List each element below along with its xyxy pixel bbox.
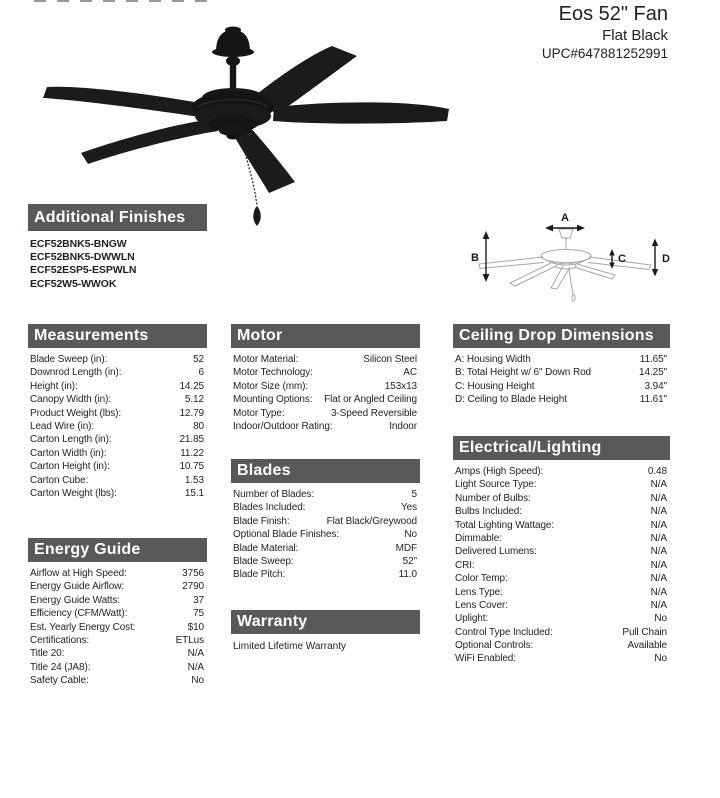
dim-label-b: B [471, 252, 479, 264]
spec-row [455, 599, 667, 612]
dimension-diagram [455, 196, 690, 308]
spec-rows [28, 567, 207, 688]
spec-label: Blade Finish: [233, 515, 290, 527]
spec-value: Flat or Angled Ceiling [324, 394, 417, 406]
spec-row [455, 612, 667, 625]
spec-value: N/A [650, 546, 667, 558]
section-energy-guide [28, 538, 207, 688]
spec-row [233, 488, 417, 501]
dim-label-d: D [662, 253, 670, 265]
product-upc: UPC#647881252991 [541, 46, 668, 61]
section-electrical-lighting [453, 436, 670, 666]
spec-value: Flat Black/Greywood [326, 515, 417, 527]
spec-rows [453, 465, 670, 666]
spec-row [30, 674, 204, 687]
spec-row [233, 380, 417, 393]
section-header: Measurements [28, 324, 207, 348]
spec-value: N/A [650, 599, 667, 611]
spec-value: 0.48 [647, 466, 667, 477]
spec-value: 153x13 [384, 380, 417, 392]
spec-label: Energy Guide Airflow: [30, 581, 125, 593]
spec-value: AC [403, 367, 417, 379]
section-header: Warranty [231, 610, 420, 634]
spec-value: Available [627, 640, 667, 652]
spec-label: Optional Controls: [455, 640, 534, 652]
spec-value: N/A [650, 559, 667, 571]
spec-row [455, 380, 667, 393]
spec-row [30, 380, 204, 393]
spec-label: A: Housing Width [455, 354, 531, 365]
spec-label: Blades Included: [233, 502, 306, 514]
spec-value: N/A [650, 479, 667, 491]
finish-code: ECF52BNK5-DWWLN [30, 251, 135, 264]
spec-label: Lens Cover: [455, 599, 508, 611]
spec-label: WiFi Enabled: [455, 653, 516, 665]
spec-row [30, 407, 204, 420]
spec-label: Light Source Type: [455, 479, 537, 491]
spec-row [455, 353, 667, 366]
spec-label: Blade Pitch: [233, 569, 286, 581]
spec-value: 1.53 [184, 474, 204, 486]
spec-value: 52" [402, 555, 417, 567]
spec-row [455, 465, 667, 478]
spec-row [30, 607, 204, 620]
spec-row [30, 594, 204, 607]
spec-label: Motor Technology: [233, 367, 313, 379]
spec-label: Blade Sweep (in): [30, 354, 108, 365]
spec-value: 5.12 [184, 394, 204, 406]
finish-list [28, 238, 207, 291]
spec-row [30, 366, 204, 379]
spec-row [30, 433, 204, 446]
spec-value: ETLus [175, 634, 204, 646]
spec-row [233, 420, 417, 433]
spec-rows [453, 353, 670, 407]
spec-value: 52 [193, 354, 204, 365]
section-motor [231, 324, 420, 433]
spec-value: 3.94" [644, 380, 667, 392]
spec-label: Certifications: [30, 634, 90, 646]
product-title: Eos 52" Fan [558, 3, 668, 25]
spec-value: 6 [198, 367, 204, 379]
spec-row [30, 487, 204, 500]
section-measurements [28, 324, 207, 500]
spec-row [455, 478, 667, 491]
spec-label: Motor Size (mm): [233, 380, 309, 392]
spec-value: 15.1 [184, 487, 204, 499]
spec-label: Canopy Width (in): [30, 394, 112, 406]
spec-label: Delivered Lumens: [455, 546, 537, 558]
spec-label: Title 20: [30, 648, 65, 660]
spec-label: Blade Sweep: [233, 555, 294, 567]
spec-row [455, 492, 667, 505]
spec-label: Safety Cable: [30, 675, 89, 687]
section-header: Ceiling Drop Dimensions [453, 324, 670, 348]
spec-row [233, 528, 417, 541]
spec-row [455, 393, 667, 406]
spec-value: MDF [395, 542, 417, 554]
spec-label: Est. Yearly Energy Cost: [30, 621, 136, 633]
spec-rows [231, 488, 420, 582]
spec-label: Height (in): [30, 380, 78, 392]
product-finish: Flat Black [602, 27, 668, 44]
section-header: Motor [231, 324, 420, 348]
spec-value: 12.79 [179, 407, 204, 419]
spec-row [30, 460, 204, 473]
spec-label: Carton Weight (lbs): [30, 487, 117, 499]
spec-value: 11.61" [639, 394, 667, 406]
spec-value: 11.0 [398, 569, 417, 581]
spec-label: D: Ceiling to Blade Height [455, 394, 567, 406]
spec-label: Lens Type: [455, 586, 503, 598]
spec-value: 75 [193, 608, 204, 620]
spec-row [455, 559, 667, 572]
spec-value: Pull Chain [622, 626, 667, 638]
spec-value: 3756 [182, 568, 204, 579]
spec-row [30, 647, 204, 660]
spec-row [455, 519, 667, 532]
spec-value: Silicon Steel [363, 354, 417, 365]
spec-row [30, 353, 204, 366]
spec-row [233, 542, 417, 555]
spec-row [455, 505, 667, 518]
spec-label: Bulbs Included: [455, 506, 522, 518]
spec-value: 14.25 [179, 380, 204, 392]
spec-label: Efficiency (CFM/Watt): [30, 608, 128, 620]
spec-label: Color Temp: [455, 573, 508, 585]
spec-row [233, 501, 417, 514]
spec-label: Motor Material: [233, 354, 299, 365]
spec-row [455, 532, 667, 545]
spec-value: 80 [193, 420, 204, 432]
product-header [542, 3, 668, 63]
spec-label: Number of Bulbs: [455, 492, 531, 504]
cropped-header-artifact [34, 0, 207, 2]
dimension-arrows [483, 225, 659, 282]
spec-row [455, 639, 667, 652]
fan-product-image [30, 10, 450, 230]
finish-code: ECF52W5-WWOK [30, 277, 117, 290]
spec-label: Optional Blade Finishes: [233, 529, 339, 541]
spec-value: No [654, 653, 667, 665]
spec-value: 10.75 [179, 461, 204, 473]
spec-row [455, 652, 667, 665]
spec-label: Number of Blades: [233, 489, 315, 500]
spec-label: Carton Width (in): [30, 447, 107, 459]
section-ceiling-drop-dimensions [453, 324, 670, 407]
section-warranty [231, 610, 420, 652]
spec-label: Carton Cube: [30, 474, 89, 486]
spec-row [30, 420, 204, 433]
section-blades [231, 459, 420, 582]
spec-label: Control Type Included: [455, 626, 553, 638]
spec-rows [231, 353, 420, 433]
section-header: Additional Finishes [28, 204, 207, 231]
spec-value: No [404, 529, 417, 541]
spec-value: 5 [411, 489, 417, 500]
finish-code: ECF52BNK5-BNGW [30, 238, 127, 250]
spec-row [30, 474, 204, 487]
spec-value: No [654, 613, 667, 625]
spec-row [233, 366, 417, 379]
spec-row [455, 586, 667, 599]
spec-value: N/A [187, 648, 204, 660]
spec-label: Airflow at High Speed: [30, 568, 127, 579]
spec-value: Yes [400, 502, 417, 514]
spec-row [30, 661, 204, 674]
spec-row [30, 621, 204, 634]
spec-row [30, 580, 204, 593]
spec-value: 3-Speed Reversible [330, 407, 417, 419]
spec-label: Motor Type: [233, 407, 285, 419]
diagram-fan-outline [479, 229, 651, 301]
spec-label: Product Weight (lbs): [30, 407, 122, 419]
section-header: Electrical/Lighting [453, 436, 670, 460]
spec-value: N/A [650, 573, 667, 585]
spec-value: 11.22 [180, 447, 204, 459]
spec-label: Mounting Options: [233, 394, 313, 406]
spec-label: Amps (High Speed): [455, 466, 544, 477]
spec-value: Indoor [389, 420, 417, 432]
spec-label: Total Lighting Wattage: [455, 519, 555, 531]
section-additional-finishes [28, 204, 207, 291]
dim-label-a: A [561, 212, 569, 224]
warranty-text: Limited Lifetime Warranty [233, 641, 346, 652]
spec-row [455, 626, 667, 639]
spec-value: 11.65" [639, 354, 667, 365]
spec-row [233, 353, 417, 366]
spec-row [233, 568, 417, 581]
section-header: Energy Guide [28, 538, 207, 562]
spec-label: C: Housing Height [455, 380, 535, 392]
spec-label: CRI: [455, 559, 475, 571]
spec-value: No [191, 675, 204, 687]
spec-label: Energy Guide Watts: [30, 594, 120, 606]
spec-label: Downrod Length (in): [30, 367, 122, 379]
spec-value: 2790 [182, 581, 204, 593]
spec-label: Carton Length (in): [30, 434, 112, 446]
spec-row [30, 393, 204, 406]
section-header: Blades [231, 459, 420, 483]
spec-label: Dimmable: [455, 532, 502, 544]
spec-rows [28, 353, 207, 500]
spec-label: Lead Wire (in): [30, 420, 95, 432]
spec-row [455, 545, 667, 558]
spec-row [455, 572, 667, 585]
spec-row [30, 634, 204, 647]
spec-value: 21.85 [179, 434, 204, 446]
spec-row [233, 515, 417, 528]
spec-value: N/A [650, 532, 667, 544]
spec-value: 37 [193, 594, 204, 606]
spec-label: Indoor/Outdoor Rating: [233, 420, 333, 432]
spec-value: N/A [650, 492, 667, 504]
spec-row [233, 393, 417, 406]
spec-label: Carton Height (in): [30, 461, 110, 473]
finish-code: ECF52ESP5-ESPWLN [30, 264, 137, 277]
spec-label: Blade Material: [233, 542, 299, 554]
spec-row [455, 366, 667, 379]
spec-value: N/A [187, 661, 204, 673]
spec-value: 14.25" [639, 367, 667, 379]
spec-label: Uplight: [455, 613, 489, 625]
spec-value: N/A [650, 586, 667, 598]
spec-row [30, 447, 204, 460]
spec-value: $10 [187, 621, 204, 633]
spec-label: Title 24 (JA8): [30, 661, 91, 673]
spec-value: N/A [650, 519, 667, 531]
dim-label-c: C [618, 253, 626, 265]
spec-row [30, 567, 204, 580]
spec-label: B: Total Height w/ 6" Down Rod [455, 367, 591, 379]
spec-row [233, 407, 417, 420]
spec-value: N/A [650, 506, 667, 518]
spec-row [233, 555, 417, 568]
